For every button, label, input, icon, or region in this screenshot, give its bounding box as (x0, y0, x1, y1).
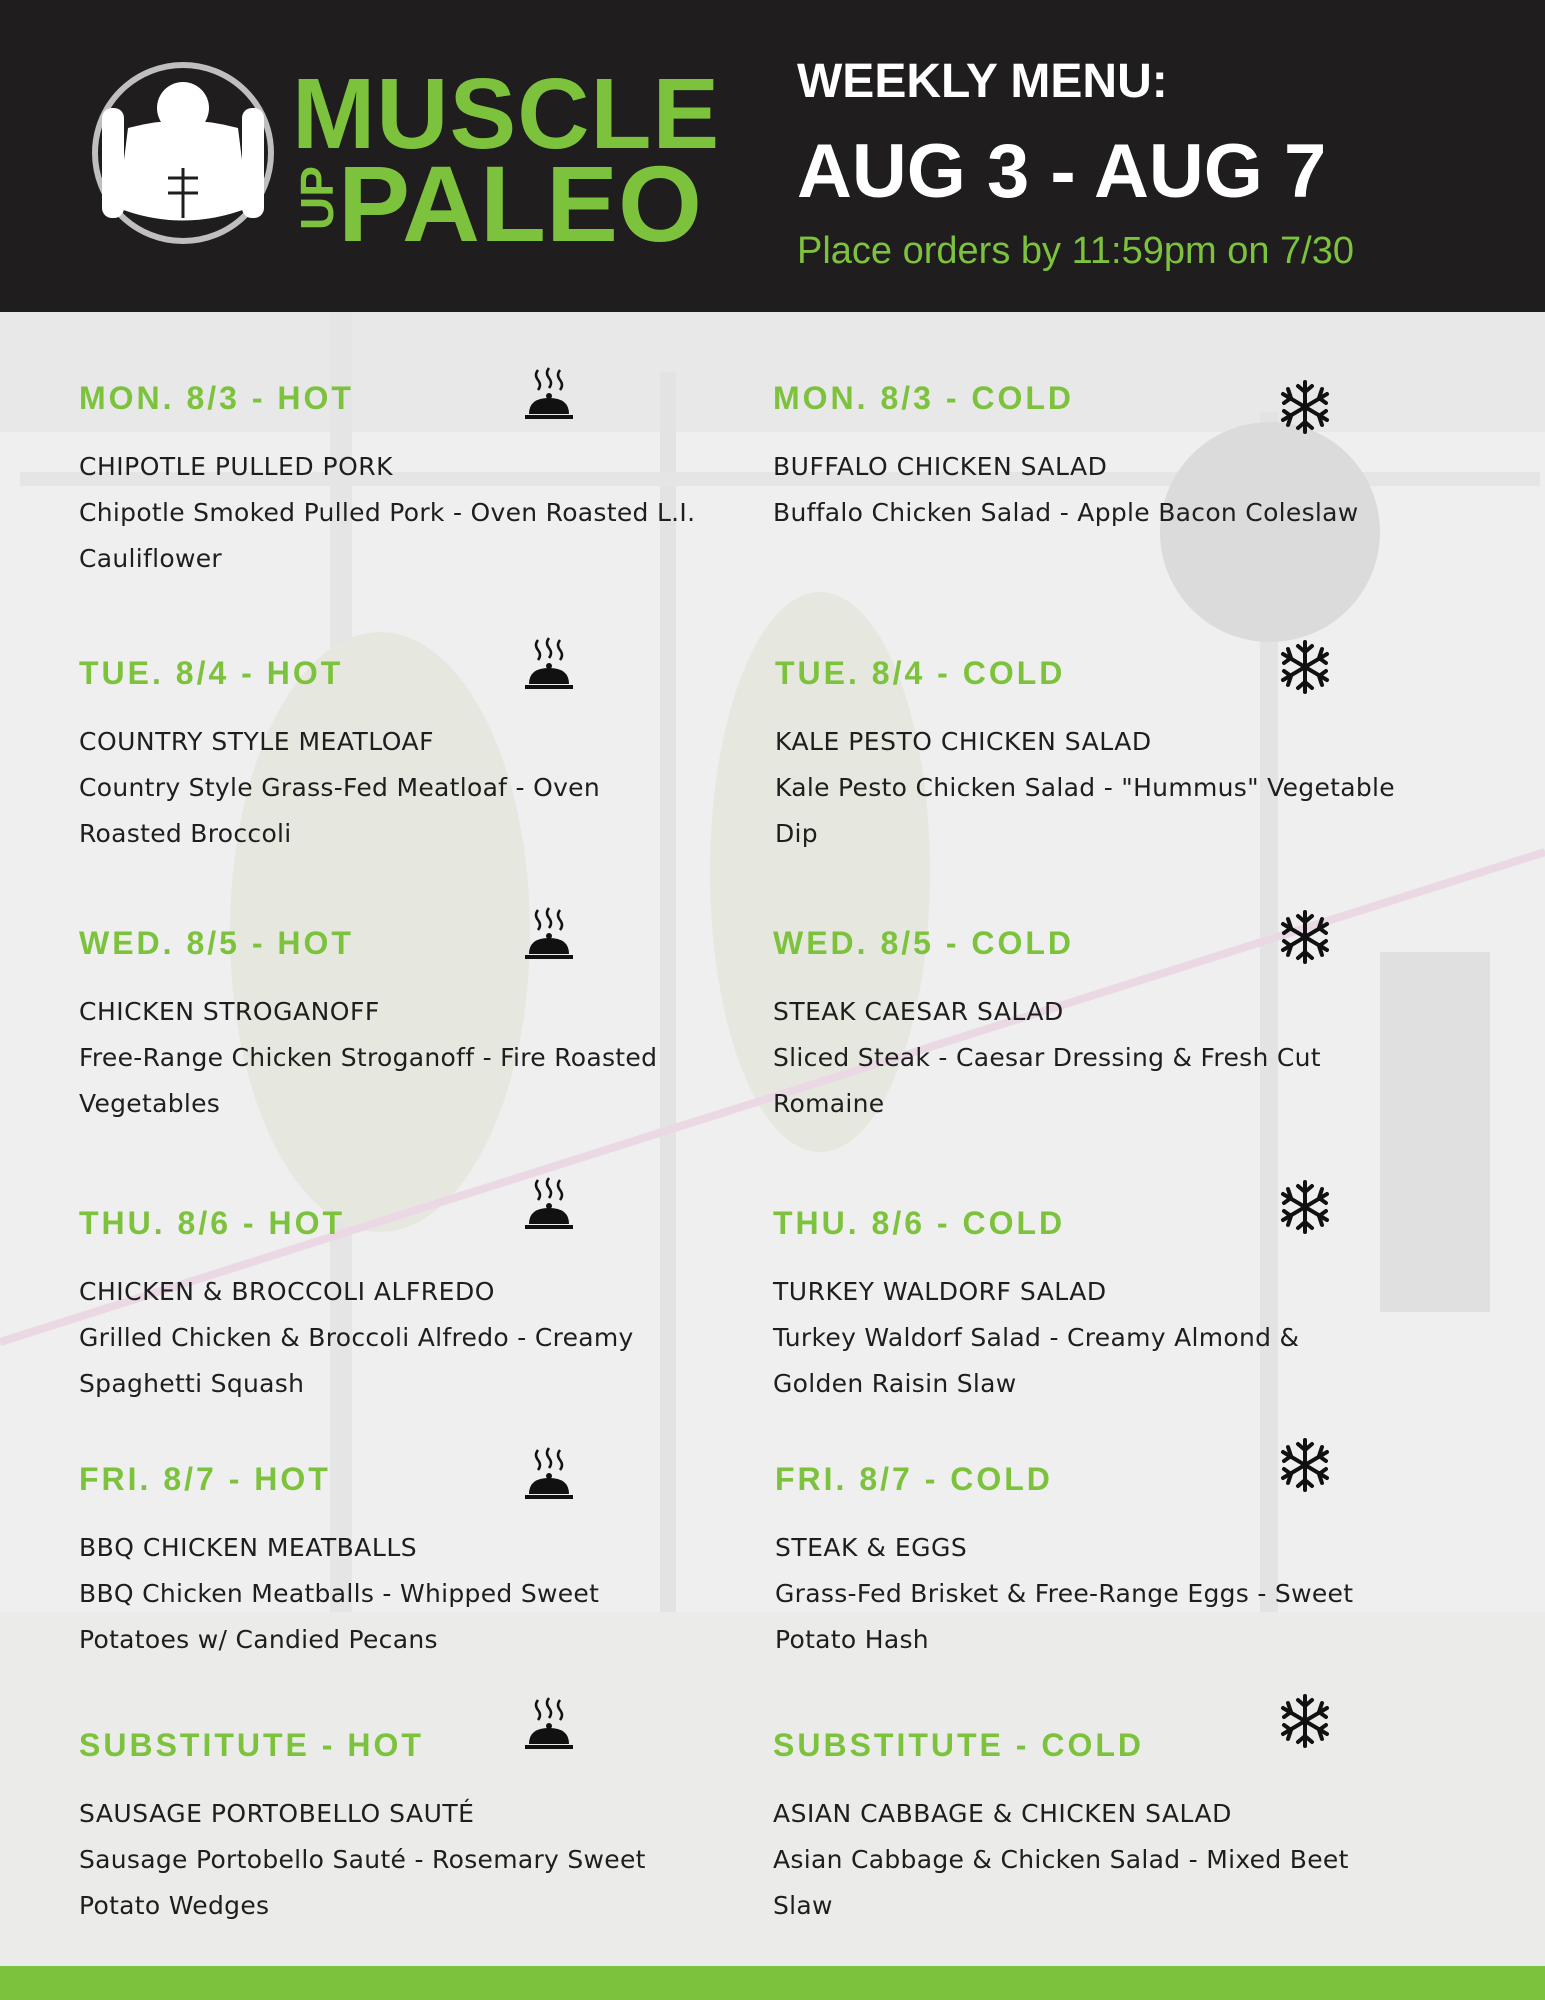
menu-item-hot-mon (79, 376, 699, 582)
dish-description: Asian Cabbage & Chicken Salad - Mixed Beet Slaw (773, 1845, 1349, 1920)
snowflake-icon (1276, 1436, 1334, 1494)
snowflake-icon (1276, 908, 1334, 966)
dish-name: BBQ CHICKEN MEATBALLS (79, 1533, 418, 1562)
dish-name: COUNTRY STYLE MEATLOAF (79, 727, 435, 756)
day-title: THU. 8/6 - COLD (773, 1205, 1066, 1241)
menu-date-range: AUG 3 - AUG 7 (797, 129, 1327, 214)
logo (88, 58, 728, 264)
snowflake-icon (1276, 638, 1334, 696)
dish-name: TURKEY WALDORF SALAD (773, 1277, 1107, 1306)
dish-name: CHICKEN STROGANOFF (79, 997, 380, 1026)
dish-description: BBQ Chicken Meatballs - Whipped Sweet Potatoes w/ Candied Pecans (79, 1579, 600, 1654)
dish-name: CHICKEN & BROCCOLI ALFREDO (79, 1277, 495, 1306)
dish-description: Turkey Waldorf Salad - Creamy Almond & Golden Raisin Slaw (773, 1323, 1300, 1398)
day-title: SUBSTITUTE - COLD (773, 1727, 1144, 1763)
menu-item-hot-tue (79, 651, 699, 857)
muscle-man-logo-icon (88, 58, 278, 248)
footer-accent-bar (0, 1966, 1545, 2000)
dish-description: Sliced Steak - Caesar Dressing & Fresh Cut Romaine (773, 1043, 1321, 1118)
day-title: SUBSTITUTE - HOT (79, 1727, 424, 1763)
snowflake-icon (1276, 1178, 1334, 1236)
order-deadline-note: Place orders by 11:59pm on 7/30 (797, 230, 1354, 272)
day-title: MON. 8/3 - HOT (79, 380, 354, 416)
dish-name: STEAK & EGGS (775, 1533, 968, 1562)
dish-description: Country Style Grass-Fed Meatloaf - Oven Roasted Broccoli (79, 773, 601, 848)
dish-name: BUFFALO CHICKEN SALAD (773, 452, 1108, 481)
menu-item-hot-fri (79, 1457, 699, 1663)
dish-description: Grilled Chicken & Broccoli Alfredo - Creamy Spaghetti Squash (79, 1323, 634, 1398)
weekly-menu-label: WEEKLY MENU: (797, 55, 1168, 108)
day-title: FRI. 8/7 - HOT (79, 1461, 331, 1497)
dish-description: Chipotle Smoked Pulled Pork - Oven Roasted L.I. Cauliflower (79, 498, 696, 573)
hot-food-cloche-icon (520, 636, 578, 694)
dish-name: CHIPOTLE PULLED PORK (79, 452, 394, 481)
dish-name: SAUSAGE PORTOBELLO SAUTÉ (79, 1799, 475, 1828)
logo-muscle-text: MUSCLE (292, 58, 721, 170)
hot-food-cloche-icon (520, 366, 578, 424)
hot-food-cloche-icon (520, 1446, 578, 1504)
dish-description: Buffalo Chicken Salad - Apple Bacon Coleslaw (773, 498, 1359, 527)
dish-name: ASIAN CABBAGE & CHICKEN SALAD (773, 1799, 1232, 1828)
menu-item-cold-substitute (773, 1723, 1393, 1929)
menu-item-hot-wed (79, 921, 699, 1127)
day-title: TUE. 8/4 - HOT (79, 655, 344, 691)
day-title: FRI. 8/7 - COLD (775, 1461, 1053, 1497)
day-title: WED. 8/5 - HOT (79, 925, 354, 961)
dish-description: Kale Pesto Chicken Salad - "Hummus" Vegetable Dip (775, 773, 1395, 848)
snowflake-icon (1276, 378, 1334, 436)
day-title: TUE. 8/4 - COLD (775, 655, 1066, 691)
hot-food-cloche-icon (520, 1696, 578, 1754)
hot-food-cloche-icon (520, 906, 578, 964)
snowflake-icon (1276, 1692, 1334, 1750)
day-title: MON. 8/3 - COLD (773, 380, 1075, 416)
hot-food-cloche-icon (520, 1176, 578, 1234)
dish-name: KALE PESTO CHICKEN SALAD (775, 727, 1152, 756)
day-title: THU. 8/6 - HOT (79, 1205, 346, 1241)
dish-description: Grass-Fed Brisket & Free-Range Eggs - Sweet Potato Hash (775, 1579, 1354, 1654)
dish-description: Free-Range Chicken Stroganoff - Fire Roasted Vegetables (79, 1043, 658, 1118)
logo-up-text: UP (291, 166, 343, 230)
dish-name: STEAK CAESAR SALAD (773, 997, 1064, 1026)
logo-paleo-text: PALEO (338, 143, 703, 264)
menu-item-hot-substitute (79, 1723, 699, 1929)
dish-description: Sausage Portobello Sauté - Rosemary Sweet Potato Wedges (79, 1845, 646, 1920)
day-title: WED. 8/5 - COLD (773, 925, 1075, 961)
menu-item-hot-thu (79, 1201, 699, 1407)
header-bar (0, 0, 1545, 312)
